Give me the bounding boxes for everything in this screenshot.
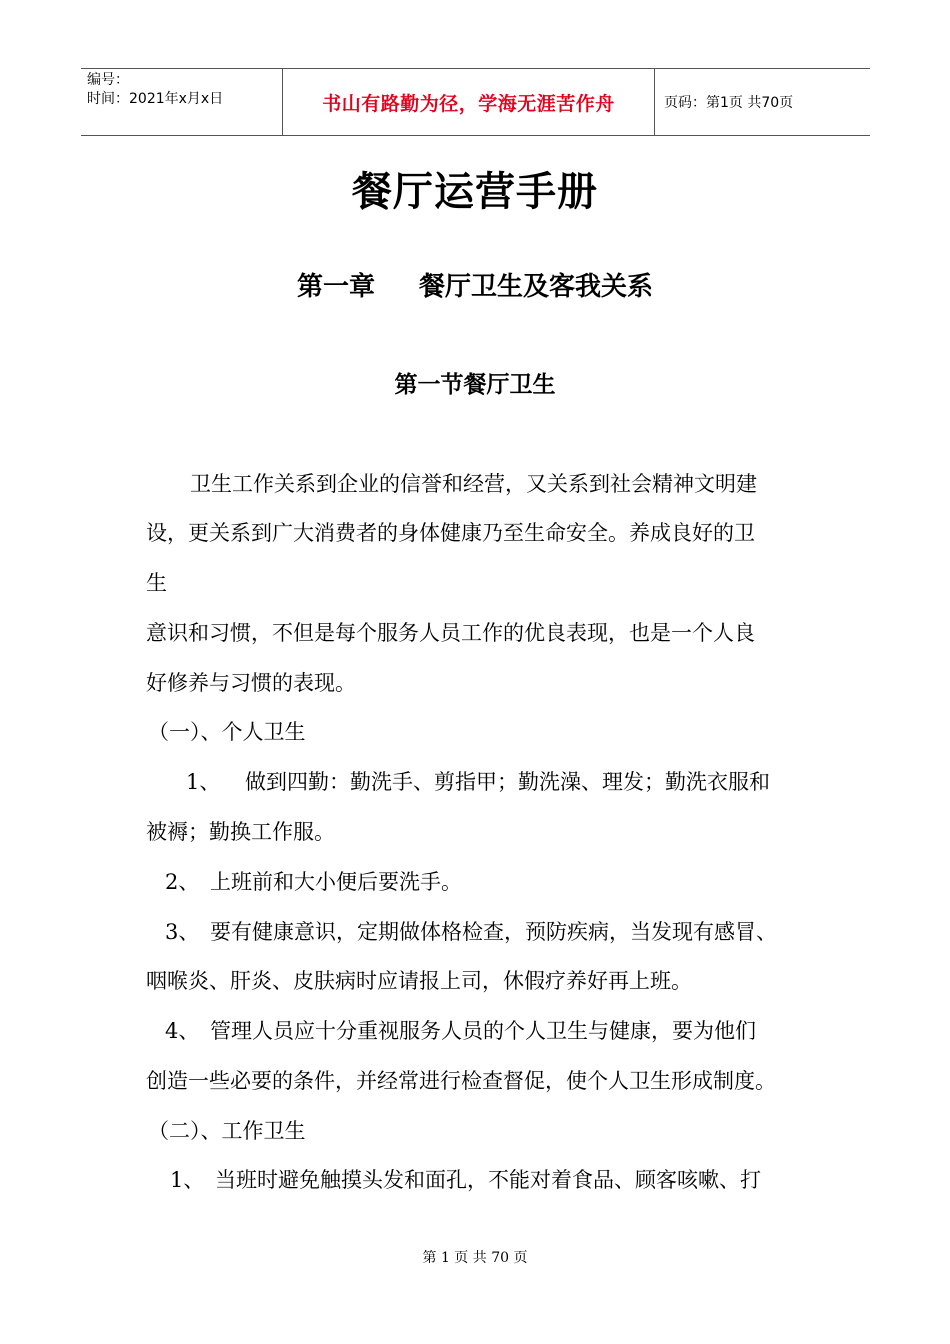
list-item: 做到四勤：勤洗手、剪指甲；勤洗澡、理发；勤洗衣服和 — [245, 770, 770, 794]
header-meta — [81, 69, 282, 135]
subheading-work-hygiene: （二）、工作卫生 — [148, 1119, 306, 1143]
list-number: 4、 — [165, 1019, 200, 1043]
document-header — [81, 68, 870, 136]
header-page-info: 页码：第1页 共70页 — [664, 95, 794, 111]
body-line: 生 — [146, 571, 167, 595]
number-label: 编号： — [87, 72, 129, 88]
list-number: 2、 — [165, 870, 200, 894]
header-motto-cell — [282, 69, 655, 135]
chapter-number: 第一章 — [296, 272, 375, 302]
time-label: 时间：2021年x月x日 — [87, 91, 224, 107]
list-item: 上班前和大小便后要洗手。 — [210, 870, 462, 894]
body-line: 被褥；勤换工作服。 — [146, 820, 335, 844]
body-line: 创造一些必要的条件，并经常进行检查督促，使个人卫生形成制度。 — [146, 1069, 776, 1093]
document-title: 餐厅运营手册 — [352, 169, 598, 215]
body-line: 卫生工作关系到企业的信誉和经营，又关系到社会精神文明建 — [190, 472, 757, 496]
page-footer: 第 1 页 共 70 页 — [422, 1250, 528, 1266]
body-line: 设，更关系到广大消费者的身体健康乃至生命安全。养成良好的卫 — [146, 521, 755, 545]
subheading-personal-hygiene: （一）、个人卫生 — [148, 720, 306, 744]
body-line: 意识和习惯，不但是每个服务人员工作的优良表现，也是一个人良 — [146, 621, 755, 645]
list-item: 要有健康意识，定期做体格检查，预防疾病，当发现有感冒、 — [210, 920, 777, 944]
section-heading: 第一节餐厅卫生 — [394, 372, 556, 398]
body-line: 好修养与习惯的表现。 — [146, 671, 356, 695]
list-number: 3、 — [165, 920, 200, 944]
chapter-heading — [0, 266, 950, 303]
body-line: 咽喉炎、肝炎、皮肤病时应请报上司，休假疗养好再上班。 — [146, 969, 692, 993]
header-motto: 书山有路勤为径，学海无涯苦作舟 — [322, 92, 615, 115]
list-number: 1、 — [170, 1168, 205, 1192]
list-number: 1、 — [186, 770, 221, 794]
list-item: 当班时避免触摸头发和面孔，不能对着食品、顾客咳嗽、打 — [215, 1168, 761, 1192]
list-item: 管理人员应十分重视服务人员的个人卫生与健康，要为他们 — [210, 1019, 756, 1043]
chapter-name: 餐厅卫生及客我关系 — [419, 272, 654, 302]
